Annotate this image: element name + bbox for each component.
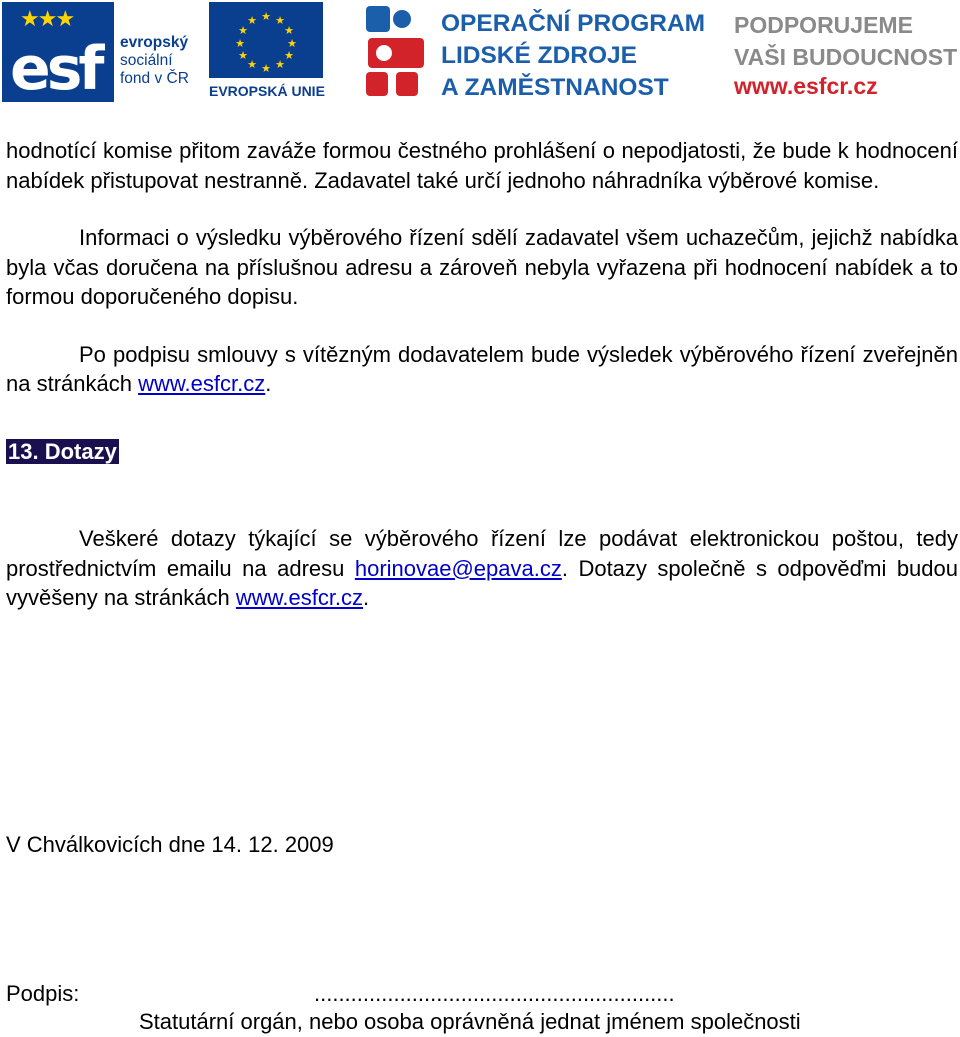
svg-text:★: ★: [247, 58, 257, 71]
signature-role: Statutární orgán, nebo osoba oprávněná jednat jménem společnosti: [139, 1009, 801, 1034]
eu-caption: EVROPSKÁ UNIE: [209, 83, 325, 99]
svg-text:★: ★: [275, 14, 285, 27]
eu-flag-icon: [209, 2, 323, 78]
document-body: [6, 136, 958, 613]
svg-text:★: ★: [261, 62, 271, 75]
paragraph-text: .: [265, 371, 272, 396]
support-line: PODPORUJEME: [734, 12, 913, 38]
op-line: A ZAMĚSTNANOST: [441, 74, 669, 101]
support-slogan: [734, 9, 960, 73]
header-logos: [0, 0, 960, 108]
op-line: LIDSKÉ ZDROJE: [441, 42, 638, 69]
support-url: www.esfcr.cz: [734, 73, 878, 99]
date-line: V Chválkovicích dne 14. 12. 2009: [6, 832, 334, 857]
esfcr-link[interactable]: www.esfcr.cz: [138, 371, 266, 396]
op-line: OPERAČNÍ PROGRAM: [441, 10, 706, 37]
svg-text:★: ★: [284, 24, 294, 37]
signature-label: Podpis:: [6, 981, 80, 1006]
paragraph-text: Veškeré dotazy týkající se výběrového řízení lze podávat elektronickou poštou, tedy prostřednictvím emailu na adresu: [6, 526, 958, 581]
esf-logo: [2, 2, 114, 102]
esf-caption: [120, 34, 205, 88]
svg-text:★: ★: [247, 14, 257, 27]
esf-stars-icon: ★★★: [20, 6, 74, 31]
svg-text:★: ★: [238, 24, 248, 37]
esf-caption-line: sociální: [120, 52, 173, 69]
section-heading-label: 13. Dotazy: [8, 438, 117, 464]
esf-caption-line: fond v ČR: [120, 70, 189, 87]
signature-line: ...........................................................: [314, 981, 675, 1006]
paragraph-text: Po podpisu smlouvy s vítězným dodavatelem bude výsledek výběrového řízení zveřejněn na stránkách: [6, 341, 958, 396]
svg-text:★: ★: [235, 37, 245, 50]
svg-text:★: ★: [275, 58, 285, 71]
paragraph-questions: [6, 524, 958, 613]
paragraph-text: . Dotazy společně s odpověďmi budou vyvěšeny na stránkách: [6, 555, 958, 610]
paragraph-result-info: Informaci o výsledku výběrového řízení sdělí zadavatel všem uchazečům, jejichž nabídka byla včas doručena na příslušnou adresu a zároveň nebyla vyřazena při hodnocení nabídek a to formou doporučeného dopisu.: [6, 225, 958, 309]
support-line: VAŠI BUDOUCNOST: [734, 44, 958, 70]
esfcr-link[interactable]: www.esfcr.cz: [235, 585, 364, 610]
esf-caption-line: evropský: [120, 34, 189, 51]
svg-text:★: ★: [284, 49, 294, 62]
op-puzzle-icon: [362, 2, 428, 98]
paragraph-commission: hodnotící komise přitom zaváže formou čestného prohlášení o nepodjatosti, že bude k hodnocení nabídek přistupovat nestranně. Zadavatel také určí jednoho náhradníka výběrové komise.: [6, 138, 958, 193]
paragraph-publication: [6, 340, 958, 399]
email-link[interactable]: horinovae@epava.cz: [354, 555, 562, 581]
svg-text:★: ★: [287, 37, 297, 50]
esf-logo-text: esf: [10, 34, 101, 104]
paragraph-text: .: [363, 585, 370, 610]
op-program-name: [441, 8, 721, 104]
svg-text:★: ★: [238, 49, 248, 62]
svg-text:★: ★: [261, 10, 271, 23]
section-heading: [6, 437, 958, 467]
